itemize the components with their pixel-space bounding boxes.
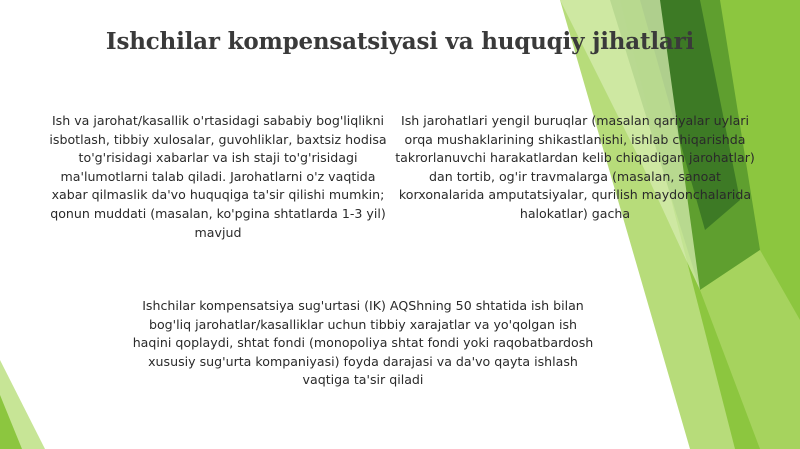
left-paragraph: Ish va jarohat/kasallik o'rtasidagi sababiy bog'liqlikni isbotlash, tibbiy xulosalar, guvohliklar, baxtsiz hodisa to'g'risidagi xabarlar va ish staji to'g'risidagi ma'lumotlarni talab qiladi. Jarohatlarni o'z vaqtida xabar qilmaslik da'vo huquqiga ta'sir qilishi mumkin; qonun muddati (masalan, ko'pgina shtatlarda 1-3 yil) mavjud [49,113,387,240]
slide-title: Ishchilar kompensatsiyasi va huquqiy jihatlari [105,28,695,55]
right-paragraph: Ish jarohatlari yengil buruqlar (masalan qariyalar uylari orqa mushaklarining shikastlanishi, ishlab chiqarishda takrorlanuvchi harakatlardan kelib chiqadigan jarohatlar) dan tortib, og'ir travmalarga (masalan, sanoat korxonalarida amputatsiyalar, qurilish maydonchalarida halokatlar) gacha [395,113,755,221]
bottom-paragraph: Ishchilar kompensatsiya sug'urtasi (IK) AQShning 50 shtatida ish bilan bog'liq jarohatlar/kasalliklar uchun tibbiy xarajatlar va yo'qolgan ish haqini qoplaydi, shtat fondi (monopoliya shtat fondi yoki raqobatbardosh xususiy sug'urta kompaniyasi) foyda darajasi va da'vo qayta ishlash vaqtiga ta'sir qiladi [132,298,594,388]
